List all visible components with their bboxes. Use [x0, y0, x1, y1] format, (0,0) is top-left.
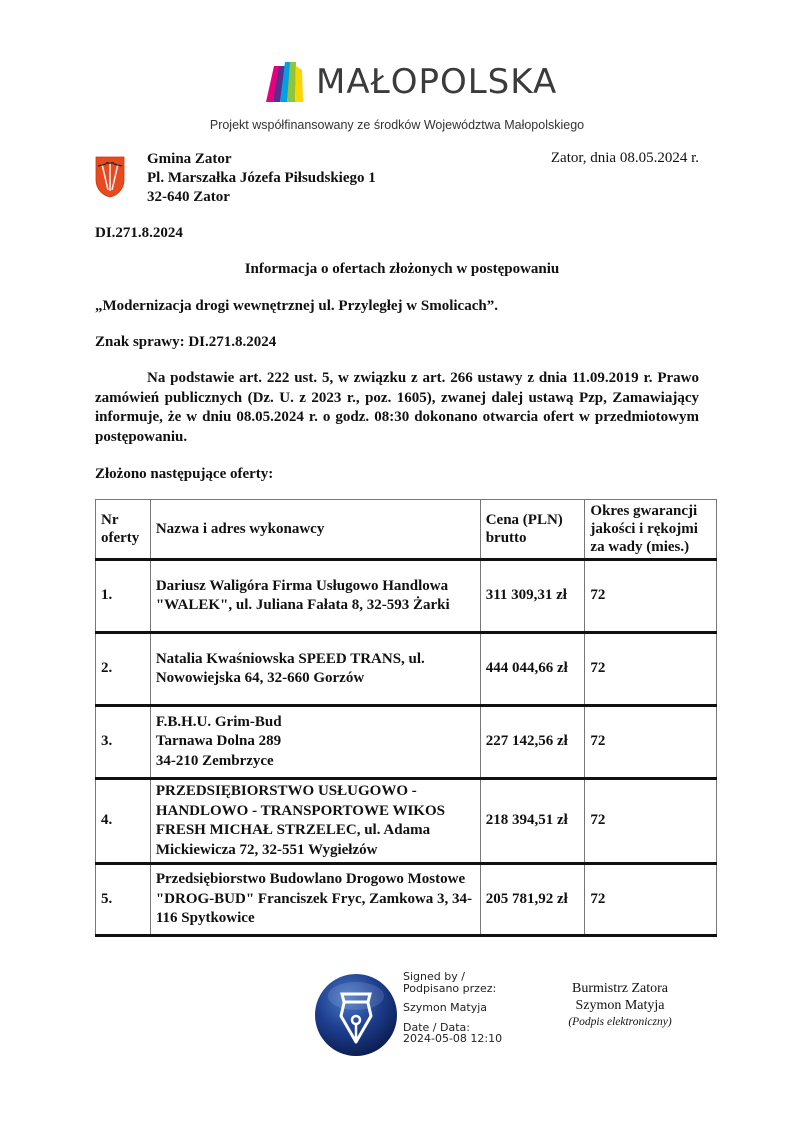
contractor-name-line: F.B.H.U. Grim-Bud	[155, 713, 282, 730]
offer-price: 218 394,51 zł	[480, 779, 585, 864]
contractor-name: Natalia Kwaśniowska SPEED TRANS, ul. Nowowiejska 64, 32-660 Gorzów	[150, 633, 480, 706]
signed-by-label-pl: Podpisano przez:	[403, 981, 497, 995]
header-offer-number: Nr oferty	[96, 500, 151, 560]
malopolska-logo-mark-icon	[266, 60, 308, 104]
header-price: Cena (PLN) brutto	[480, 500, 585, 560]
header-warranty: Okres gwarancji jakości i rękojmi za wady (mies.)	[585, 500, 717, 560]
offer-price: 444 044,66 zł	[480, 633, 585, 706]
warranty-months: 72	[585, 560, 717, 633]
offer-number: 4.	[96, 779, 151, 864]
signature-info	[403, 971, 502, 1045]
contractor-name: Przedsiębiorstwo Budowlano Drogowo Mostowe "DROG-BUD" Franciszek Fryc, Zamkowa 3, 34-116 Spytkowice	[150, 864, 480, 936]
body-paragraph: Na podstawie art. 222 ust. 5, w związku z art. 266 ustawy z dnia 11.09.2019 r. Prawo zamówień publicznych (Dz. U. z 2023 r., poz. 1605), zwanej dalej ustawą Pzp, Zamawiający informuje, że w dniu 08.05.2024 r. o godz. 08:30 dokonano otwarcia ofert w przedmiotowym postępowaniu.	[95, 370, 699, 445]
table-header-row	[96, 500, 717, 560]
electronic-signature-note: (Podpis elektroniczny)	[568, 1016, 672, 1028]
signer-name: Szymon Matyja	[403, 1001, 488, 1014]
contractor-name	[150, 706, 480, 779]
mayor-signature-block	[560, 980, 680, 1031]
warranty-months: 72	[585, 779, 717, 864]
table-row	[96, 706, 717, 779]
offer-number: 3.	[96, 706, 151, 779]
contractor-address-line: Tarnawa Dolna 289	[155, 733, 282, 750]
offers-table	[95, 499, 717, 937]
header-contractor: Nazwa i adres wykonawcy	[150, 500, 480, 560]
procurement-subject: „Modernizacja drogi wewnętrznej ul. Przyległej w Smolicach”.	[95, 298, 498, 314]
document-title: Informacja o ofertach złożonych w postępowaniu	[244, 261, 560, 277]
issuer-address: Pl. Marszałka Józefa Piłsudskiego 1	[147, 170, 376, 186]
table-row	[96, 864, 717, 936]
mayor-title: Burmistrz Zatora	[571, 981, 669, 996]
issuer-block	[147, 150, 376, 207]
table-row	[96, 633, 717, 706]
warranty-months: 72	[585, 706, 717, 779]
contractor-name: Dariusz Waligóra Firma Usługowo Handlowa "WALEK", ul. Juliana Fałata 8, 32-593 Żarki	[150, 560, 480, 633]
issuer-postal-city: 32-640 Zator	[147, 189, 230, 205]
signed-by-label: Signed by /	[403, 970, 465, 983]
contractor-name: PRZEDSIĘBIORSTWO USŁUGOWO - HANDLOWO - TRANSPORTOWE WIKOS FRESH MICHAŁ STRZELEC, ul. Adama Mickiewicza 72, 32-551 Wygiełzów	[150, 779, 480, 864]
place-date: Zator, dnia 08.05.2024 r.	[550, 150, 699, 166]
warranty-months: 72	[585, 864, 717, 936]
table-row	[96, 560, 717, 633]
offer-number: 1.	[96, 560, 151, 633]
fountain-pen-nib-icon	[313, 972, 399, 1058]
warranty-months: 72	[585, 633, 717, 706]
offer-price: 227 142,56 zł	[480, 706, 585, 779]
signature-date-value: 2024-05-08 12:10	[403, 1032, 503, 1045]
offers-label: Złożono następujące oferty:	[95, 466, 274, 482]
offer-price: 311 309,31 zł	[480, 560, 585, 633]
brand-name: MAŁOPOLSKA	[316, 62, 558, 102]
offer-number: 5.	[96, 864, 151, 936]
case-number: Znak sprawy: DI.271.8.2024	[95, 334, 277, 350]
signature-date-label: Date / Data:	[403, 1020, 470, 1034]
table-row	[96, 779, 717, 864]
offer-price: 205 781,92 zł	[480, 864, 585, 936]
mayor-name: Szymon Matyja	[575, 998, 665, 1013]
malopolska-logo	[266, 58, 556, 108]
cofinance-note: Projekt współfinansowany ze środków Województwa Małopolskiego	[209, 118, 585, 132]
reference-number: DI.271.8.2024	[95, 225, 183, 241]
offer-number: 2.	[96, 633, 151, 706]
zator-coat-of-arms-icon	[95, 156, 125, 198]
contractor-postal-line: 34-210 Zembrzyce	[155, 752, 274, 769]
issuer-name: Gmina Zator	[147, 151, 232, 167]
